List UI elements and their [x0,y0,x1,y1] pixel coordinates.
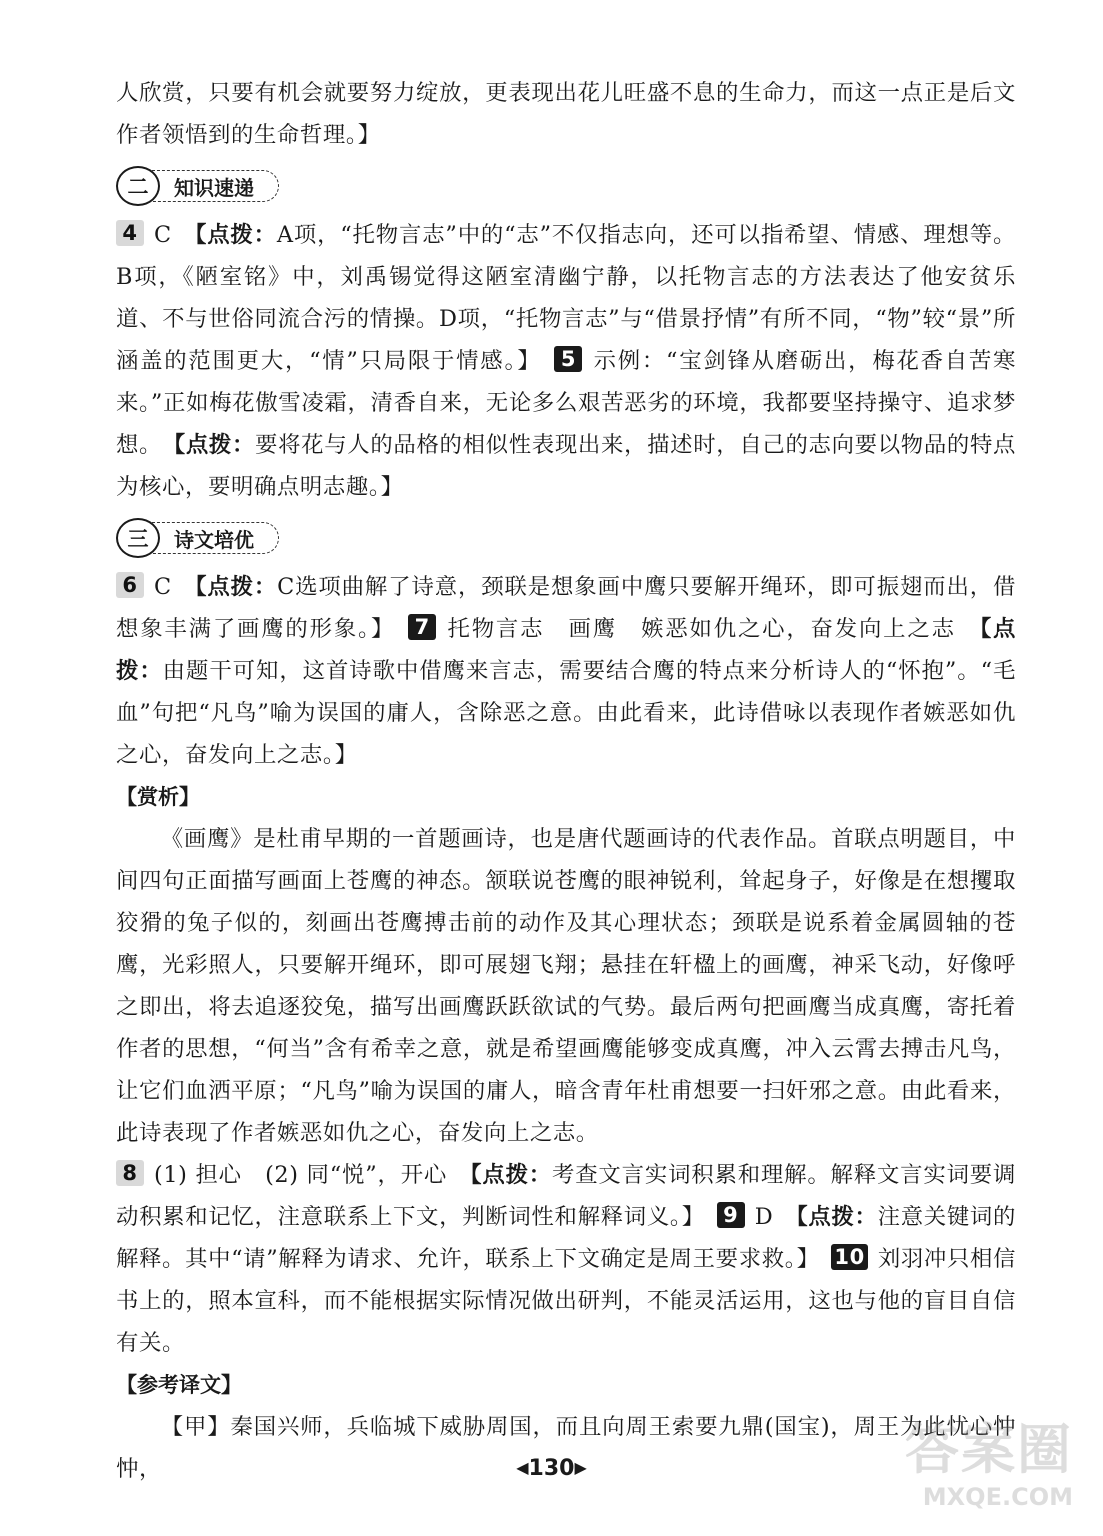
right-arrow-icon: ▶ [574,1458,587,1477]
q8-explanation: 考查文言实词积累和理解。解释文言实词要调动积累和记忆，注意联系上下文，判断词性和解释词义。】 [116,1162,1017,1230]
left-arrow-icon: ◀ [516,1458,529,1477]
q7-explanation: 由题干可知，这首诗歌中借鹰来言志，需要结合鹰的特点来分析诗人的“怀抱”。“毛血”句把“凡鸟”喻为误国的庸人，含除恶之意。由此看来，此诗借咏以表现作者嫉恶如仇之心，奋发向上之志。】 [116,658,1017,768]
appreciation-heading: 【赏析】 [116,785,200,809]
question-number-7: 7 [408,614,436,640]
q6-answer: C [154,574,172,600]
watermark-url: MXQE.COM [922,1483,1073,1511]
appreciation-paragraph [116,818,1016,1154]
q9-explanation: 注意关键词的解释。其中“请”解释为请求、允许，联系上下文确定是周王要求救。】 [116,1204,1016,1272]
answer-block-6-7 [116,566,1016,776]
question-number-9: 9 [717,1202,745,1228]
q5-hint-label: 【点拨： [174,432,256,458]
question-number-6: 6 [116,572,144,598]
q4-explanation: A项，“托物言志”中的“志”不仅指志向，还可以指希望、情感、理想等。B项，《陋室铭》中，刘禹锡觉得这陋室清幽宁静，以托物言志的方法表达了他安贫乐道、不与世俗同流合污的情操。D项，“托物言志”与“借景抒情”有所不同，“物”较“景”所涵盖的范围更大，“情”只局限于情感。】 [116,222,1017,374]
question-number-5: 5 [554,346,582,372]
page-number: 130 [528,1456,575,1481]
section-heading-knowledge [116,164,1016,208]
q8-hint-label: 【点拨： [470,1162,553,1188]
q6-hint-label: 【点拨： [195,574,278,600]
q7-answer: 托物言志 画鹰 嫉恶如仇之心，奋发向上之志 [446,616,956,642]
q4-hint-label: 【点拨： [195,222,277,248]
q9-answer: D [754,1204,774,1230]
appreciation-text: 《画鹰》是杜甫早期的一首题画诗，也是唐代题画诗的代表作品。首联点明题目，中间四句正面描写画面上苍鹰的神态。颔联说苍鹰的眼神锐利，耸起身子，好像是在想攫取狡猾的兔子似的，刻画出苍鹰搏击前的动作及其心理状态；颈联是说系着金属圆轴的苍鹰，光彩照人，只要解开绳环，即可展翅飞翔；悬挂在轩楹上的画鹰，神采飞动，好像呼之即出，将去追逐狡兔，描写出画鹰跃跃欲试的气势。最后两句把画鹰当成真鹰，寄托着作者的思想，“何当”含有希幸之意，就是希望画鹰能够变成真鹰，冲入云霄去搏击凡鸟，让它们血洒平原；“凡鸟”喻为误国的庸人，暗含青年杜甫想要一扫奸邪之意。由此看来，此诗表现了作者嫉恶如仇之心，奋发向上之志。 [116,826,1016,1146]
answer-block-4-5 [116,214,1016,508]
intro-paragraph [116,72,1016,156]
section-title: 诗文培优 [152,522,279,554]
translation-heading: 【参考译文】 [116,1373,242,1397]
section-number-badge: 二 [116,166,160,206]
intro-text: 人欣赏，只要有机会就要努力绽放，更表现出花儿旺盛不息的生命力，而这一点正是后文作者领悟到的生命哲理。】 [116,80,1016,148]
q5-explanation: 要将花与人的品格的相似性表现出来，描述时，自己的志向要以物品的特点为核心，要明确点明志趣。】 [116,432,1016,500]
section-number-badge: 三 [116,518,160,558]
q5-answer: 示例：“宝剑锋从磨砺出，梅花香自苦寒来。”正如梅花傲雪凌霜，清香自来，无论多么艰苦恶劣的环境，我都要坚持操守、追求梦想。 [116,348,1016,458]
question-number-8: 8 [116,1160,144,1186]
q6-explanation: C选项曲解了诗意，颈联是想象画中鹰只要解开绳环，即可振翅而出，借想象丰满了画鹰的形象。】 [116,574,1016,642]
page-content [116,72,1016,1490]
section-heading-poetry [116,516,1016,560]
q7-hint-label: 【点拨： [116,616,1017,684]
section-title: 知识速递 [152,170,279,202]
watermark-logo-text: 答案圈 [905,1418,1073,1481]
watermark-logo [903,1418,1073,1528]
q10-answer: 刘羽冲只相信书上的，照本宣科，而不能根据实际情况做出研判，不能灵活运用，这也与他的盲目自信有关。 [116,1246,1016,1356]
question-number-4: 4 [116,220,144,246]
question-number-10: 10 [831,1244,867,1270]
q8-answer: (1) 担心 (2) 同“悦”，开心 [154,1162,448,1188]
translation-text: 【甲】秦国兴师，兵临城下威胁周国，而且向周王索要九鼎(国宝)，周王为此忧心忡忡， [116,1414,1016,1482]
q4-answer: C [154,222,172,248]
q9-hint-label: 【点拨： [796,1204,878,1230]
answer-block-8-10 [116,1154,1016,1364]
